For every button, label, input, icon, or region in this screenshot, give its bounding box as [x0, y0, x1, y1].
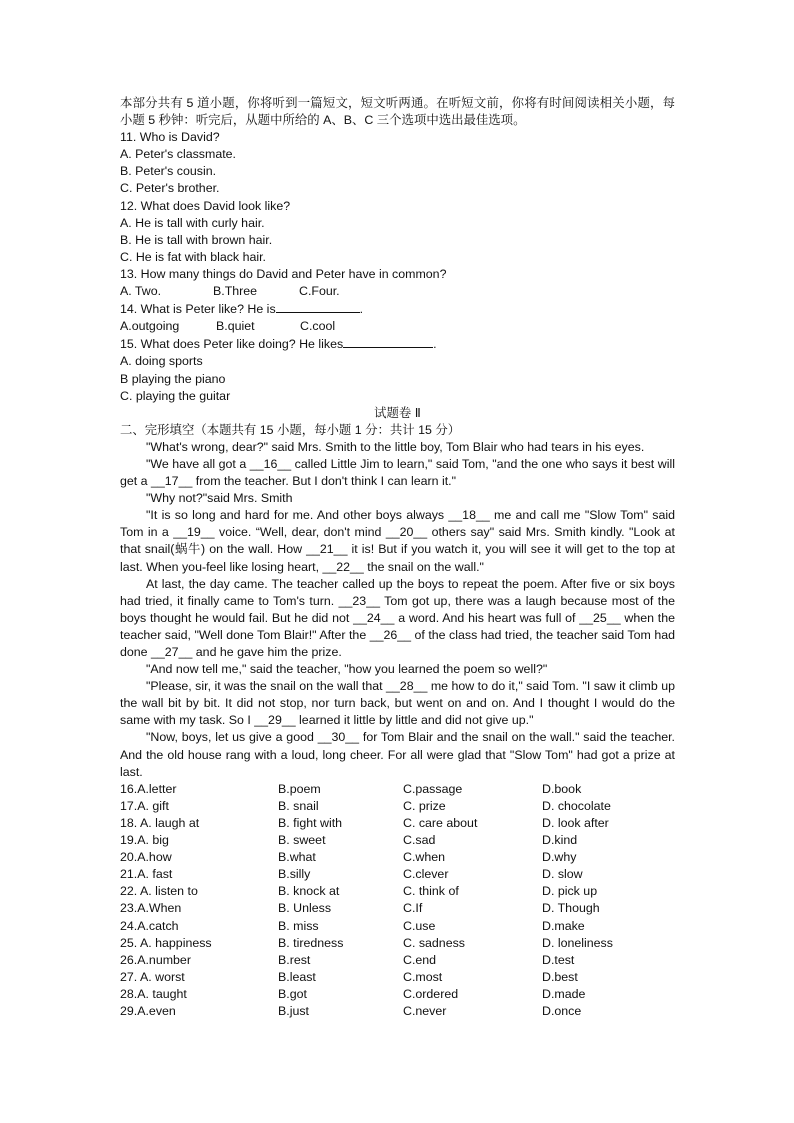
option-c: C.never	[403, 1003, 447, 1018]
option-c: C.ordered	[403, 986, 459, 1001]
options-row-13	[120, 283, 675, 300]
option-a: 24.A.catch	[120, 918, 179, 933]
answer-row-27	[120, 969, 675, 986]
option-c: C.end	[403, 952, 437, 967]
option: B playing the piano	[120, 371, 226, 386]
option-d: D. slow	[542, 867, 583, 882]
option-b: B. Unless	[278, 901, 332, 916]
option-b: B.just	[278, 1003, 309, 1018]
question-12: 12. What does David look like?	[120, 198, 291, 213]
option-c: C. sadness	[403, 935, 465, 950]
option-b: B.poem	[278, 781, 321, 796]
option: A. Two.	[120, 284, 162, 299]
option-a: 16.A.letter	[120, 781, 177, 796]
answer-row-16	[120, 781, 675, 798]
cloze-passage	[120, 439, 675, 781]
option-c: C.passage	[403, 781, 463, 796]
passage-paragraph: "We have all got a __16__ called Little Jim to learn," said Tom, "and the one who says it best will get a __17__ from the teacher. But I don't think I can learn it."	[120, 456, 675, 489]
exam-content	[120, 95, 675, 1020]
answer-row-25	[120, 935, 675, 952]
option-d: D.best	[542, 969, 578, 984]
option: A.outgoing	[120, 319, 180, 334]
cloze-heading: 二、完形填空（本题共有 15 小题，每小题 1 分：共计 15 分）	[120, 422, 461, 437]
option-d: D. chocolate	[542, 798, 611, 813]
passage-paragraph: "And now tell me," said the teacher, "how you learned the poem so well?"	[146, 662, 548, 677]
option-a: 18. A. laugh at	[120, 815, 200, 830]
passage-paragraph: "Now, boys, let us give a good __30__ for Tom Blair and the snail on the wall." said the teacher. And the old house rang with a loud, long cheer. For all were glad that "Slow Tom" had got a prize at last.	[120, 730, 675, 779]
question-15-text: 15. What does Peter like doing? He likes	[120, 337, 344, 352]
option-b: B. fight with	[278, 815, 343, 830]
question-14: 14. What is Peter like? He is .	[120, 302, 364, 317]
option-d: D. Though	[542, 901, 600, 916]
option: B. Peter's cousin.	[120, 164, 217, 179]
option-b: B. sweet	[278, 833, 326, 848]
passage-paragraph: "Please, sir, it was the snail on the wall that __28__ me how to do it," said Tom. "I saw it climb up the wall bit by bit. It did not stop, nor turn back, but went on and on. And I thought I would do the same with my task. So I __29__ learned it little by little and did not give up."	[120, 679, 675, 728]
option-d: D.test	[542, 952, 575, 967]
question-14-text: 14. What is Peter like? He is	[120, 302, 276, 317]
option-b: B.what	[278, 850, 316, 865]
option-a: 17.A. gift	[120, 798, 169, 813]
option-b: B.silly	[278, 867, 311, 882]
option-d: D.made	[542, 986, 586, 1001]
passage-paragraph: "Why not?"said Mrs. Smith	[146, 491, 293, 506]
option-d: D.once	[542, 1003, 582, 1018]
option: C. playing the guitar	[120, 388, 231, 403]
question-13: 13. How many things do David and Peter have in common?	[120, 266, 447, 281]
answer-row-26	[120, 952, 675, 969]
option-d: D.why	[542, 850, 577, 865]
answer-blank	[276, 300, 360, 313]
option-b: B.least	[278, 969, 316, 984]
option-a: 23.A.When	[120, 901, 182, 916]
answer-row-21	[120, 866, 675, 883]
question-11: 11. Who is David?	[120, 130, 220, 145]
option-c: C. prize	[403, 798, 446, 813]
option-b: B.got	[278, 986, 307, 1001]
answer-row-24	[120, 918, 675, 935]
option-b: B. miss	[278, 918, 319, 933]
listening-instructions: 本部分共有 5 道小题，你将听到一篇短文，短文听两通。在听短文前，你将有时间阅读相关小题，每小题 5 秒钟：听完后，从题中所给的 A、B、C 三个选项中选出最佳选项。	[120, 96, 675, 128]
answer-row-23	[120, 900, 675, 917]
option-a: 21.A. fast	[120, 867, 173, 882]
answer-row-17	[120, 798, 675, 815]
option-a: 22. A. listen to	[120, 884, 198, 899]
option-d: D.book	[542, 781, 582, 796]
option: B.Three	[213, 284, 258, 299]
option: A. He is tall with curly hair.	[120, 215, 265, 230]
option-a: 20.A.how	[120, 850, 172, 865]
option-b: B. snail	[278, 798, 319, 813]
option: A. Peter's classmate.	[120, 147, 236, 162]
passage-paragraph: At last, the day came. The teacher called up the boys to repeat the poem. After five or six boys had tried, it finally came to Tom's turn. __23__ Tom got up, there was a laugh because most of the boys thought he would fail. But he did not __24__ a word. And his heart was full of __25__ when the teacher said, "Well done Tom Blair!" After the __26__ of the class had tried, the teacher said Tom had done __27__ and he gave him the prize.	[120, 576, 675, 659]
option: C.Four.	[299, 284, 340, 299]
option-c: C.when	[403, 850, 446, 865]
answer-blank	[343, 335, 433, 348]
option-c: C.sad	[403, 833, 436, 848]
option: B.quiet	[216, 319, 255, 334]
option: C. Peter's brother.	[120, 181, 220, 196]
option-a: 28.A. taught	[120, 986, 187, 1001]
option-a: 29.A.even	[120, 1003, 176, 1018]
answer-row-20	[120, 849, 675, 866]
option-c: C.use	[403, 918, 436, 933]
option-d: D. look after	[542, 815, 609, 830]
option: A. doing sports	[120, 354, 203, 369]
option-a: 27. A. worst	[120, 969, 185, 984]
option-b: B.rest	[278, 952, 311, 967]
option-a: 25. A. happiness	[120, 935, 212, 950]
option-d: D.kind	[542, 833, 578, 848]
question-15: 15. What does Peter like doing? He likes .	[120, 337, 437, 352]
passage-paragraph: "It is so long and hard for me. And other boys always __18__ me and call me "Slow Tom" said Tom in a __19__ voice. “Well, dear, don't mind __20__ others say" said Mrs. Smith kindly. "Look at that snail(蜗牛) on the wall. How __21__ it is! But if you watch it, you will see it will get to the top at last. When you-feel like losing heart, __22__ the snail on the wall."	[120, 508, 675, 574]
option-b: B. tiredness	[278, 935, 344, 950]
option-c: C.most	[403, 969, 443, 984]
option-c: C. think of	[403, 884, 459, 899]
answer-row-29	[120, 1003, 675, 1020]
option-b: B. knock at	[278, 884, 340, 899]
answer-row-22	[120, 883, 675, 900]
option-d: D. loneliness	[542, 935, 613, 950]
option-c: C.If	[403, 901, 423, 916]
option: C.cool	[300, 319, 336, 334]
option-d: D.make	[542, 918, 585, 933]
answer-row-28	[120, 986, 675, 1003]
option-a: 26.A.number	[120, 952, 191, 967]
option-c: C.clever	[403, 867, 449, 882]
section-title: 试题卷 Ⅱ	[374, 405, 421, 420]
listening-questions	[120, 129, 675, 405]
option: B. He is tall with brown hair.	[120, 232, 273, 247]
answer-row-18	[120, 815, 675, 832]
passage-paragraph: "What's wrong, dear?" said Mrs. Smith to the little boy, Tom Blair who had tears in his eyes.	[146, 439, 645, 454]
options-row-14	[120, 318, 675, 335]
answer-options	[120, 781, 675, 1020]
option-a: 19.A. big	[120, 833, 169, 848]
option-d: D. pick up	[542, 884, 598, 899]
option-c: C. care about	[403, 815, 478, 830]
answer-row-19	[120, 832, 675, 849]
option: C. He is fat with black hair.	[120, 249, 266, 264]
